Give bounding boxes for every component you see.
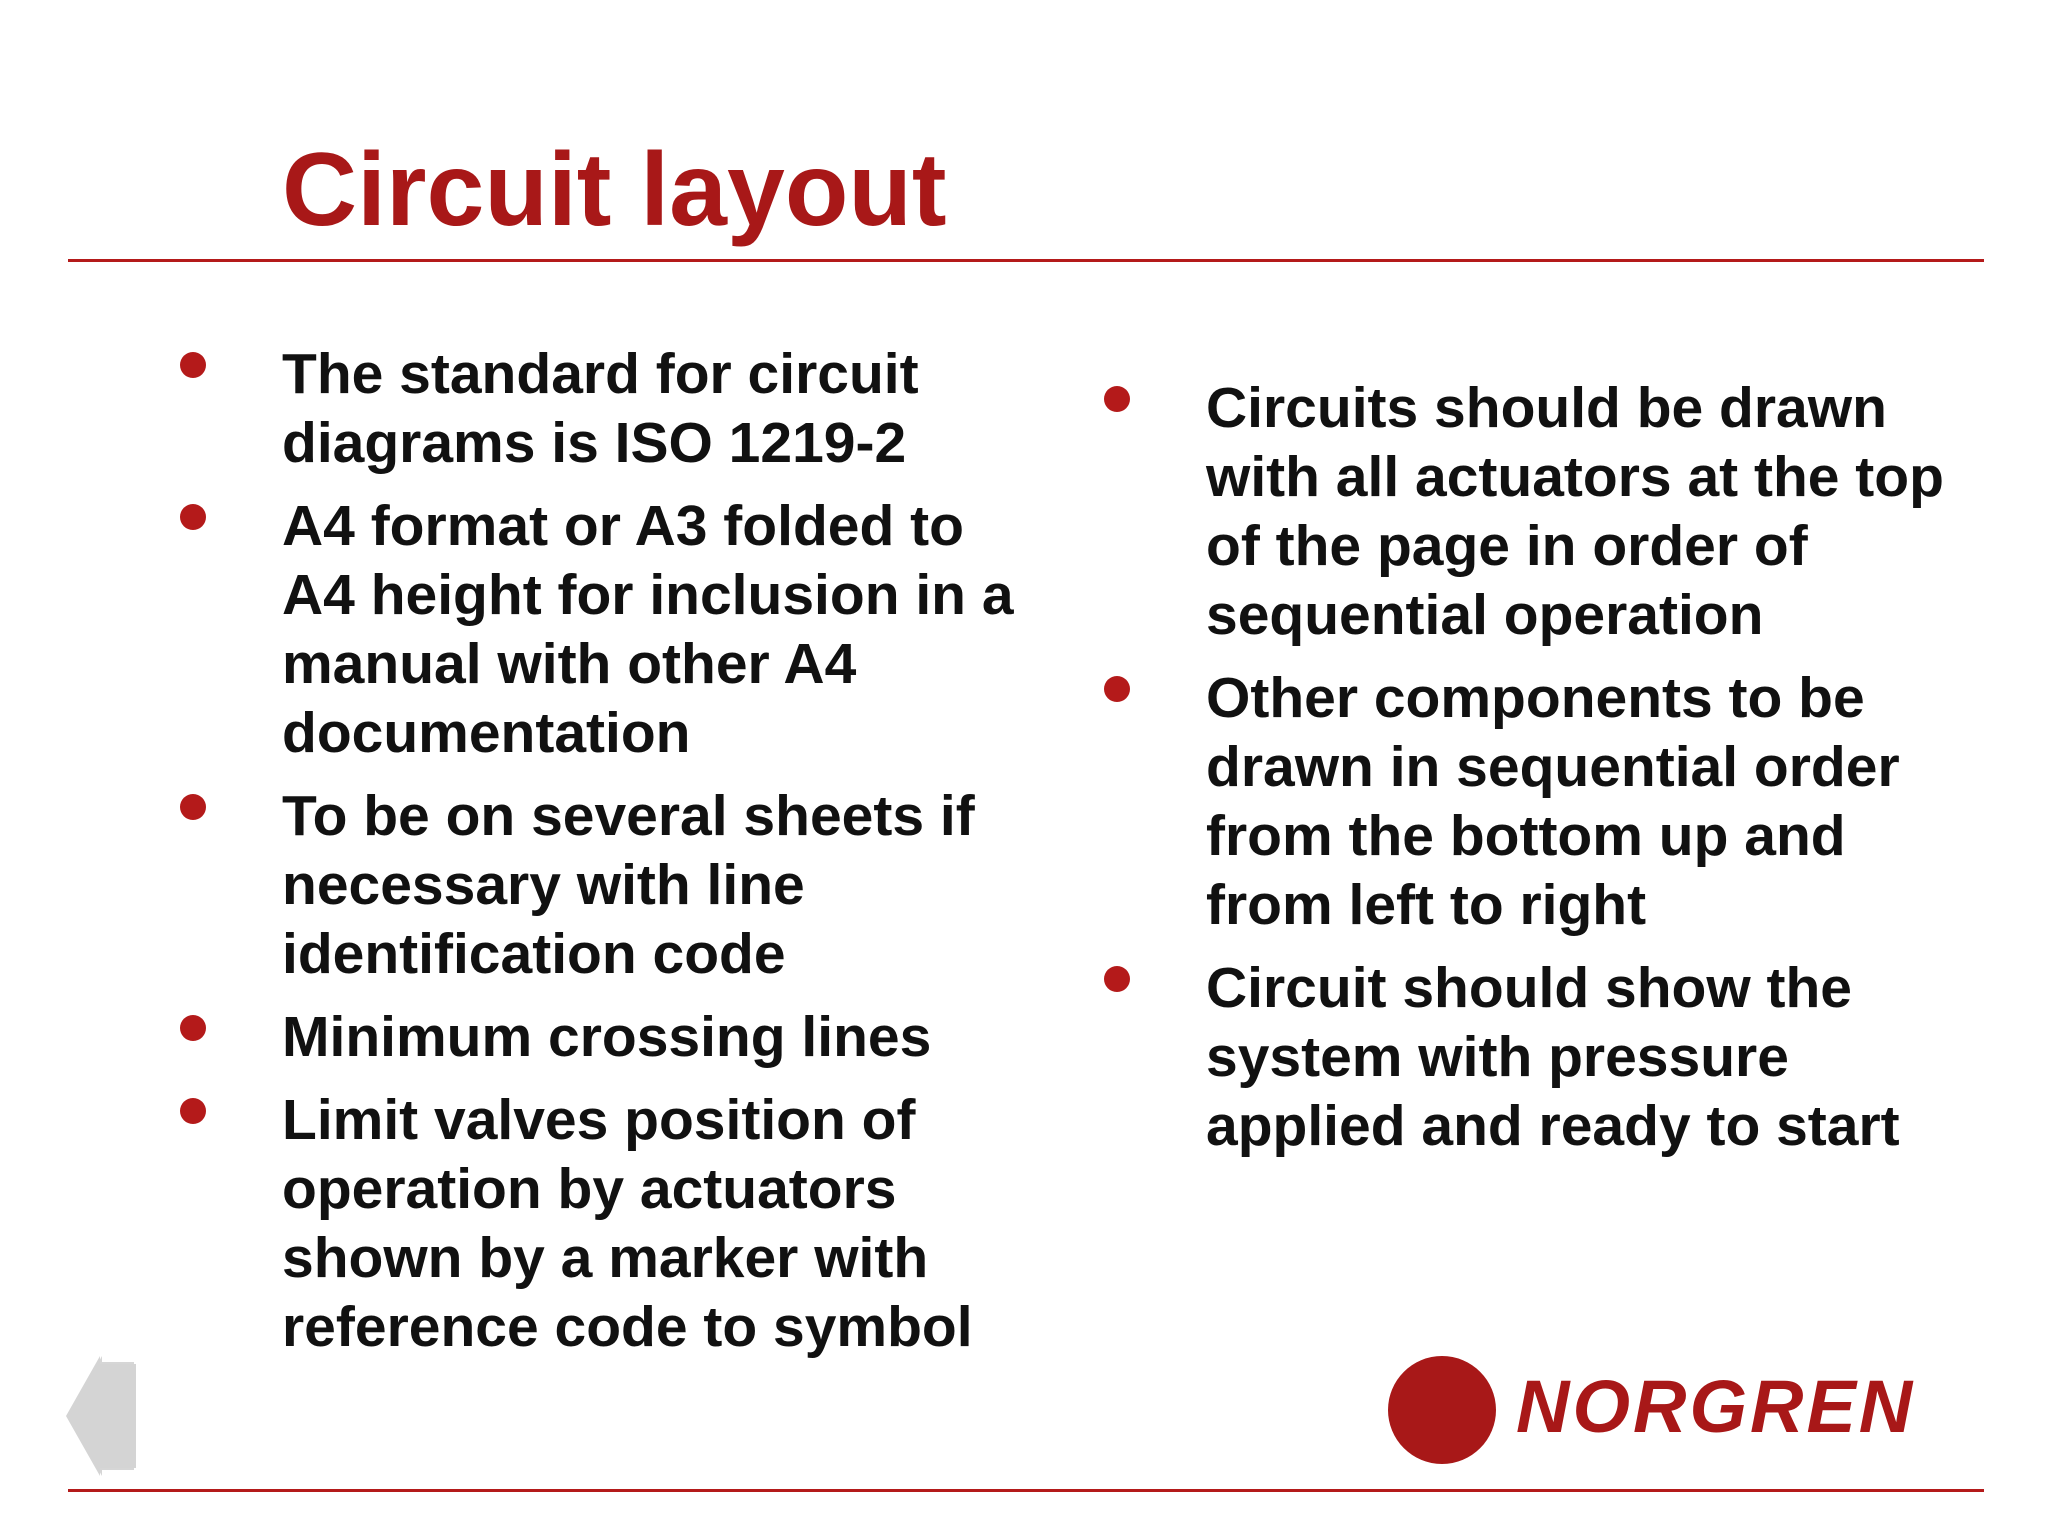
- norgren-logo: [1388, 1352, 1988, 1472]
- back-arrow-graphic: [66, 1352, 140, 1482]
- bullet-dot: [180, 352, 206, 378]
- right-bullet-list: [1094, 374, 1984, 1175]
- back-arrow-icon[interactable]: [66, 1352, 140, 1482]
- bullet-text: Circuit should show the system with pressure applied and ready to start: [1206, 956, 1900, 1158]
- bullet-item: [170, 340, 1030, 478]
- bullet-item: [170, 1003, 1030, 1072]
- title-divider: [68, 259, 1984, 262]
- bullet-item: [1094, 374, 1984, 650]
- bullet-text: To be on several sheets if necessary with line identification code: [282, 784, 975, 986]
- bullet-text: The standard for circuit diagrams is ISO 1219-2: [282, 342, 919, 475]
- bullet-item: [170, 782, 1030, 989]
- bullet-item: [170, 1086, 1030, 1362]
- footer-divider: [68, 1489, 1984, 1492]
- logo-wordmark: NORGREN: [1516, 1365, 1916, 1448]
- logo-circle: [1388, 1356, 1496, 1464]
- slide-title: Circuit layout: [282, 132, 947, 248]
- bullet-text: Other components to be drawn in sequential order from the bottom up and from left to right: [1206, 666, 1900, 937]
- bullet-item: [1094, 954, 1984, 1161]
- bullet-text: A4 format or A3 folded to A4 height for inclusion in a manual with other A4 documentation: [282, 494, 1014, 765]
- bullet-text: Circuits should be drawn with all actuators at the top of the page in order of sequential operation: [1206, 376, 1944, 647]
- bullet-dot: [180, 1098, 206, 1124]
- bullet-dot: [180, 794, 206, 820]
- left-bullet-list: [170, 340, 1030, 1376]
- bullet-text: Minimum crossing lines: [282, 1005, 932, 1069]
- bullet-dot: [1104, 676, 1130, 702]
- bullet-dot: [1104, 386, 1130, 412]
- bullet-item: [1094, 664, 1984, 940]
- bullet-text: Limit valves position of operation by actuators shown by a marker with reference code to symbol: [282, 1088, 973, 1359]
- bullet-dot: [180, 1015, 206, 1041]
- bullet-item: [170, 492, 1030, 768]
- bullet-dot: [180, 504, 206, 530]
- bullet-dot: [1104, 966, 1130, 992]
